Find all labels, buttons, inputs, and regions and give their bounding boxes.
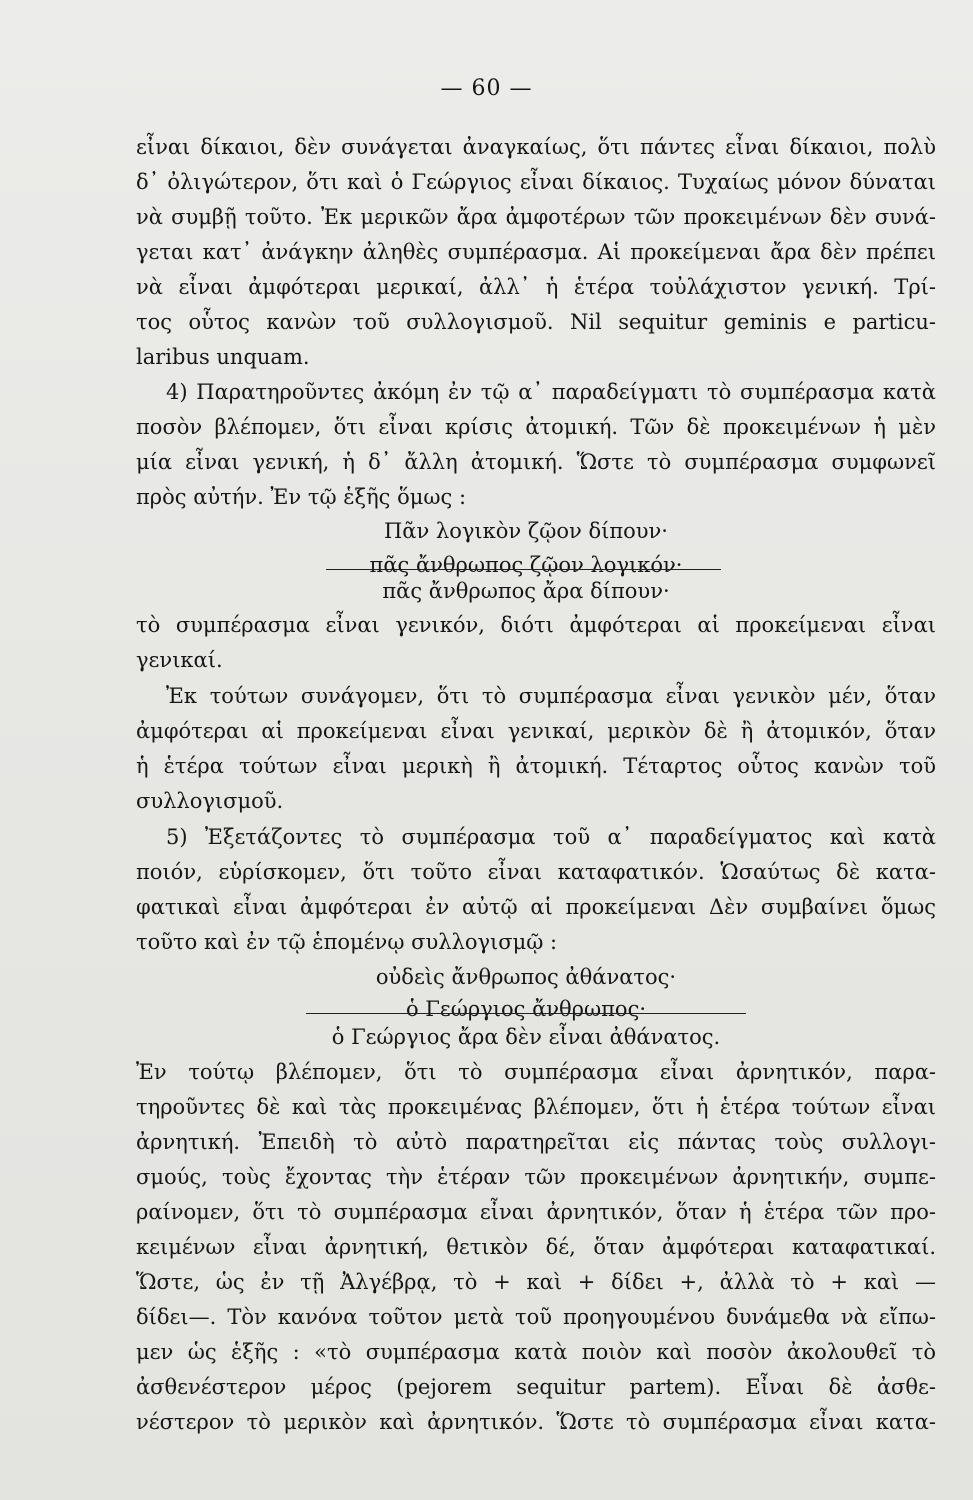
text-line: νὰ συμβῇ τοῦτο. Ἐκ μερικῶν ἄρα ἀμφοτέρων τῶν προκειμένων δὲν συνά- xyxy=(136,205,936,229)
text-line: συλλογισμοῦ. xyxy=(136,789,284,813)
text-line: ἡ ἑτέρα τούτων εἶναι μερικὴ ἢ ἀτομική. Τέταρτος οὗτος κανὼν τοῦ xyxy=(136,754,936,778)
syllogism-rule xyxy=(306,1013,746,1014)
text-line: δίδει—. Τὸν κανόνα τοῦτον μετὰ τοῦ προηγουμένου δυνάμεθα νὰ εἴπω- xyxy=(136,1305,936,1329)
text-line: ποιόν, εὑρίσκομεν, ὅτι τοῦτο εἶναι καταφατικόν. Ὡσαύτως δὲ κατα- xyxy=(136,860,936,884)
text-line: φατικαὶ εἶναι ἀμφότεραι ἐν αὐτῷ αἱ προκείμεναι Δὲν συμβαίνει ὅμως xyxy=(136,895,936,919)
syllogism-premise-major: οὐδεὶς ἄνθρωπος ἀθάνατος· xyxy=(375,965,677,989)
text-line: μεν ὡς ἑξῆς : «τὸ συμπέρασμα κατὰ ποιὸν καὶ ποσὸν ἀκολουθεῖ τὸ xyxy=(136,1340,936,1364)
text-line: νέστερον τὸ μερικὸν καὶ ἀρνητικόν. Ὥστε τὸ συμπέρασμα εἶναι κατα- xyxy=(136,1410,936,1434)
text-line: γεται κατ᾽ ἀνάγκην ἀληθὲς συμπέρασμα. Αἱ προκείμεναι ἄρα δὲν πρέπει xyxy=(136,240,936,264)
syllogism-premise-minor: ὁ Γεώργιος ἄνθρωπος· xyxy=(405,997,647,1021)
syllogism-conclusion: ὁ Γεώργιος ἄρα δὲν εἶναι ἀθάνατος. xyxy=(331,1025,721,1049)
syllogism-rule xyxy=(326,569,721,570)
text-line: ποσὸν βλέπομεν, ὅτι εἶναι κρίσις ἀτομική. Τῶν δὲ προκειμένων ἡ μὲν xyxy=(136,415,936,439)
syllogism-premise-major: Πᾶν λογικὸν ζῷον δίπουν· xyxy=(383,519,668,543)
text-line: τὸ συμπέρασμα εἶναι γενικόν, διότι ἀμφότεραι αἱ προκείμεναι εἶναι xyxy=(136,613,936,637)
text-line: 4) Παρατηροῦντες ἀκόμη ἐν τῷ α᾽ παραδείγματι τὸ συμπέρασμα κατὰ xyxy=(166,380,936,404)
text-line: laribus unquam. xyxy=(136,345,310,369)
syllogism-premise-minor: πᾶς ἄνθρωπος ζῷον λογικόν· xyxy=(369,553,683,577)
text-line: Ἐν τούτῳ βλέπομεν, ὅτι τὸ συμπέρασμα εἶναι ἀρνητικόν, παρα- xyxy=(136,1060,936,1084)
text-line: εἶναι δίκαιοι, δὲν συνάγεται ἀναγκαίως, ὅτι πάντες εἶναι δίκαιοι, πολὺ xyxy=(136,135,936,159)
syllogism-conclusion: πᾶς ἄνθρωπος ἄρα δίπουν· xyxy=(382,579,670,603)
text-line: Ἐκ τούτων συνάγομεν, ὅτι τὸ συμπέρασμα εἶναι γενικὸν μέν, ὅταν xyxy=(166,684,936,708)
text-line: νὰ εἶναι ἀμφότεραι μερικαί, ἀλλ᾽ ἡ ἑτέρα τοὐλάχιστον γενική. Τρί- xyxy=(136,275,936,299)
text-line: τοῦτο καὶ ἐν τῷ ἑπομένῳ συλλογισμῷ : xyxy=(136,930,558,954)
text-line: ἀρνητική. Ἐπειδὴ τὸ αὐτὸ παρατηρεῖται εἰς πάντας τοὺς συλλογι- xyxy=(136,1130,936,1154)
text-line: 5) Ἐξετάζοντες τὸ συμπέρασμα τοῦ α᾽ παραδείγματος καὶ κατὰ xyxy=(166,825,936,849)
text-line: Ὥστε, ὡς ἐν τῇ Ἀλγέβρᾳ, τὸ + καὶ + δίδει +, ἀλλὰ τὸ + καὶ — xyxy=(136,1270,936,1294)
page-number: — 60 — xyxy=(440,76,533,101)
text-line: σμούς, τοὺς ἔχοντας τὴν ἑτέραν τῶν προκειμένων ἀρνητικήν, συμπε- xyxy=(136,1165,936,1189)
text-line: δ᾽ ὀλιγώτερον, ὅτι καὶ ὁ Γεώργιος εἶναι δίκαιος. Τυχαίως μόνον δύναται xyxy=(136,170,936,194)
text-line: ἀσθενέστερον μέρος (pejorem sequitur partem). Εἶναι δὲ ἀσθε- xyxy=(136,1375,936,1399)
text-line: τος οὗτος κανὼν τοῦ συλλογισμοῦ. Nil sequitur geminis e particu- xyxy=(136,310,936,334)
text-line: τηροῦντες δὲ καὶ τὰς προκειμένας βλέπομεν, ὅτι ἡ ἑτέρα τούτων εἶναι xyxy=(136,1095,936,1119)
text-line: πρὸς αὐτήν. Ἐν τῷ ἑξῆς ὅμως : xyxy=(136,485,467,509)
text-line: ραίνομεν, ὅτι τὸ συμπέρασμα εἶναι ἀρνητικόν, ὅταν ἡ ἑτέρα τῶν προ- xyxy=(136,1200,936,1224)
text-line: ἀμφότεραι αἱ προκείμεναι εἶναι γενικαί, μερικὸν δὲ ἢ ἀτομικόν, ὅταν xyxy=(136,719,936,743)
text-line: μία εἶναι γενική, ἡ δ᾽ ἄλλη ἀτομική. Ὥστε τὸ συμπέρασμα συμφωνεῖ xyxy=(136,450,936,474)
text-line: κειμένων εἶναι ἀρνητική, θετικὸν δέ, ὅταν ἀμφότεραι καταφατικαί. xyxy=(136,1235,936,1259)
text-line: γενικαί. xyxy=(136,648,223,672)
